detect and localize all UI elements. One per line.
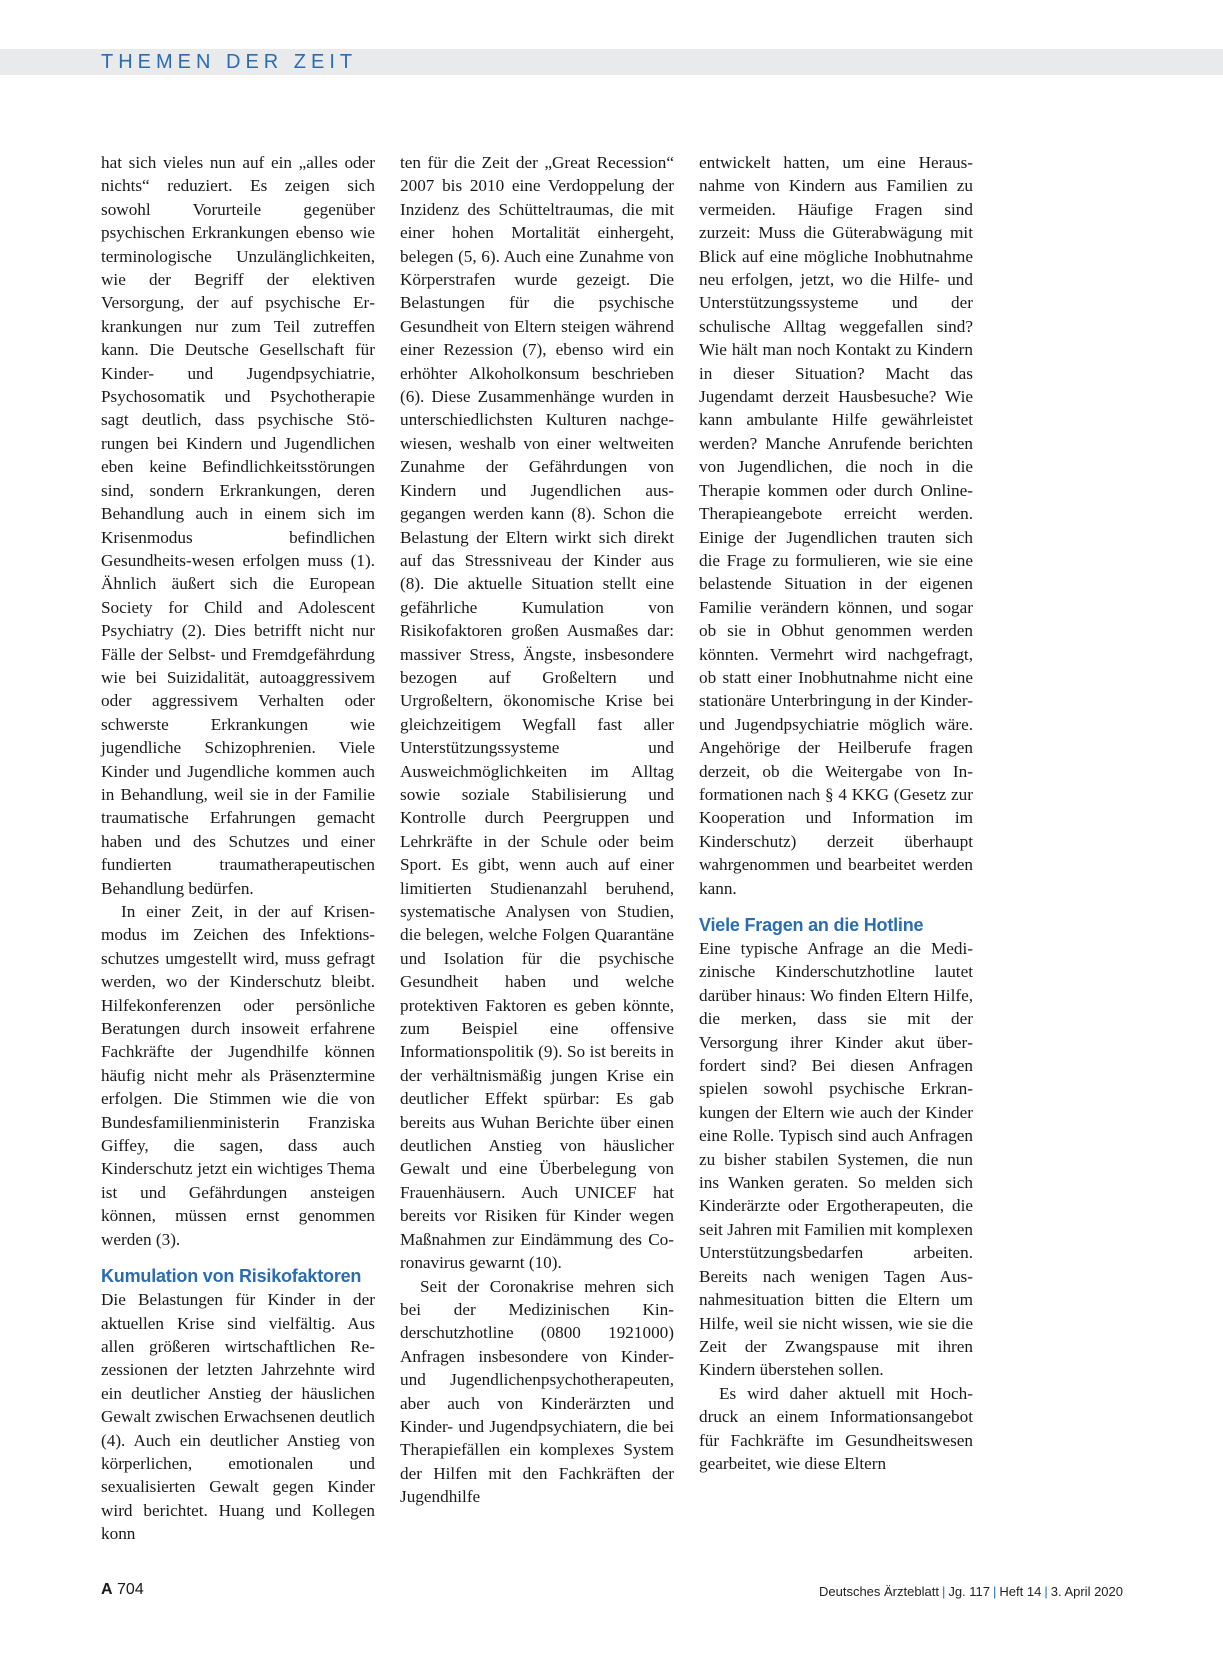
issue-date: 3. April 2020 (1050, 1584, 1123, 1599)
paragraph: In einer Zeit, in der auf Krisenmodus im Zeichen des Infektionsschutzes umgestellt wird, muss gefragt werden, wo der Kinderschutz bleibt. Hilfekonferenzen oder persönliche Beratungen durch insoweit erfahrene Fachkräfte der Jugendhilfe können häufig nicht mehr als Präsenztermine erfolgen. Die Stimmen wie die von Bundesfamilienministerin Franziska Giffey, die sagen, dass auch Kinderschutz jetzt ein wichtiges Thema ist und Gefährdungen ansteigen können, müssen ernst genommen werden (3). (101, 902, 375, 1249)
page-prefix: A (101, 1581, 113, 1598)
column-3 (699, 151, 973, 1475)
section-heading: Viele Fragen an die Hotline (699, 915, 924, 935)
column-2 (400, 151, 674, 1509)
column-1 (101, 151, 375, 1546)
separator: | (993, 1584, 997, 1599)
page-number (101, 1581, 144, 1599)
paragraph: entwickelt hatten, um eine Herausnahme von Kindern aus Familien zu vermeiden. Häufige Fragen sind zurzeit: Muss die Güterabwägung mit Blick auf eine mögliche Inobhutnahme neu erfolgen, jetzt, wo die Hilfe- und Unterstützungssysteme und der schulische Alltag weggefallen sind? Wie hält man noch Kontakt zu Kindern in dieser Situation? Macht das Jugendamt derzeit Hausbesuche? Wie kann ambulante Hilfe gewährleistet werden? Manche Anrufende berichten von Jugendlichen, die noch in die Therapie kommen oder durch Online-Therapieangebote erreicht werden. Einige der Jugendlichen trauten sich die Frage zu formulieren, wie sie eine belastende Situation in der eigenen Familie verändern können, und sogar ob sie in Obhut genommen werden könnten. Vermehrt wird nachgefragt, ob statt einer Inobhutnahme nicht eine stationäre Unterbringung in der Kinder- und Jugendpsychiatrie möglich wäre. Angehörige der Heilberufe fragen derzeit, ob die Weitergabe von Informationen nach § 4 KKG (Gesetz zur Kooperation und Information im Kinderschutz) derzeit überhaupt wahrgenommen und bearbeitet werden kann. (699, 153, 973, 898)
paragraph: Eine typische Anfrage an die Medizinische Kinderschutzhotline lautet darüber hinaus: Wo finden Eltern Hilfe, die merken, dass sie mit der Versorgung ihrer Kinder akut überfordert sind? Bei diesen Anfragen spielen sowohl psychische Erkrankungen der Eltern wie auch der Kinder eine Rolle. Typisch sind auch Anfragen zu bisher stabilen Systemen, die nun ins Wanken geraten. So melden sich Kinderärzte oder Ergotherapeuten, die seit Jahren mit Familien mit komplexen Unterstützungsbedarfen arbeiten. Bereits nach wenigen Tagen Ausnahmesituation bitten die Eltern um Hilfe, weil sie nicht wissen, wie sie die Zeit der Zwangspause mit ihren Kindern überstehen sollen. (699, 939, 973, 1380)
section-label: THEMEN DER ZEIT (101, 51, 358, 73)
paragraph: Die Belastungen für Kinder in der aktuellen Krise sind vielfältig. Aus allen größeren wirtschaftlichen Rezessionen der letzten Jahrzehnte wird ein deutlicher Anstieg der häuslichen Gewalt zwischen Erwachsenen deutlich (4). Auch ein deutlicher Anstieg von körperlichen, emotionalen und sexualisierten Gewalt gegen Kinder wird berichtet. Huang und Kollegen konn (101, 1290, 375, 1544)
journal-footer (819, 1584, 1123, 1599)
issue: Heft 14 (999, 1584, 1042, 1599)
volume: Jg. 117 (948, 1584, 991, 1599)
paragraph: Seit der Coronakrise mehren sich bei der Medizinischen Kinderschutzhotline (0800 1921000) Anfragen insbesondere von Kinder- und Jugendlichenpsychotherapeuten, aber auch von Kinderärzten und Kinder- und Jugendpsychiatern, die bei Therapiefällen ein komplexes System der Hilfen mit den Fachkräften der Jugendhilfe (400, 1276, 674, 1507)
separator: | (941, 1584, 946, 1599)
paragraph: Es wird daher aktuell mit Hochdruck an einem Informationsangebot für Fachkräfte im Gesundheitswesen gearbeitet, wie diese Eltern (699, 1383, 973, 1473)
page-number-value: 704 (117, 1581, 144, 1598)
journal-name: Deutsches Ärzteblatt (818, 1584, 939, 1599)
separator: | (1044, 1584, 1048, 1599)
paragraph: ten für die Zeit der „Great Recession“ 2007 bis 2010 eine Verdoppelung der Inzidenz des Schütteltraumas, die mit einer hohen Mortalität einhergeht, belegen (5, 6). Auch eine Zunahme von Körperstrafen wurde gezeigt. Die Belastungen für die psychische Gesundheit von Eltern steigen während einer Rezession (7), ebenso wird ein erhöhter Alkoholkonsum beschrieben (6). Diese Zusammenhänge wurden in unterschiedlichsten Kulturen nachgewiesen, weshalb von einer weltweiten Zunahme der Gefährdungen von Kindern und Jugendlichen ausgegangen werden kann (8). Schon die Belastung der Eltern wirkt sich direkt auf das Stressniveau der Kinder aus (8). Die aktuelle Situation stellt eine gefährliche Kumulation von Risikofaktoren großen Ausmaßes dar: massiver Stress, Ängste, insbesondere bezogen auf Großeltern und Urgroßeltern, ökonomische Krise bei gleichzeitigem Wegfall fast aller Unterstützungssysteme und Ausweichmöglichkeiten im Alltag sowie soziale Stabilisierung und Kontrolle durch Peergruppen und Lehrkräfte in der Schule oder beim Sport. Es gibt, wenn auch auf einer limitierten Studienanzahl beruhend, systematische Analysen von Studien, die belegen, welche Folgen Quarantäne und Isolation für die psychische Gesundheit haben und welche protektiven Faktoren es geben könnte, zum Beispiel eine offensive Informationspolitik (9). So ist bereits in der verhältnismäßig jungen Krise ein deutlicher Effekt spürbar: Es gab bereits aus Wuhan Berichte über einen deutlichen Anstieg von häuslicher Gewalt und eine Überbelegung von Frauenhäusern. Auch UNICEF hat bereits vor Risiken für Kinder wegen Maßnahmen zur Eindämmung des Coronavirus gewarnt (10). (400, 153, 674, 1273)
paragraph: hat sich vieles nun auf ein „alles oder nichts“ reduziert. Es zeigen sich sowohl Vorurteile gegenüber psychischen Erkrankungen ebenso wie terminologische Unzulänglichkeiten, wie der Begriff der elektiven Versorgung, der auf psychische Erkrankungen nur zum Teil zutreffen kann. Die Deutsche Gesellschaft für Kinder- und Jugendpsychiatrie, Psychosomatik und Psychotherapie sagt deutlich, dass psychische Störungen bei Kindern und Jugendlichen eben keine Befindlichkeitsstörungen sind, sondern Erkrankungen, deren Behandlung auch in einem sich im Krisenmodus befindlichen Gesundheits-wesen erfolgen muss (1). Ähnlich äußert sich die European Society for Child and Adolescent Psychiatry (2). Dies betrifft nicht nur Fälle der Selbst- und Fremdgefährdung wie bei Suizidalität, autoaggressivem oder aggressivem Verhalten oder schwerste Erkrankungen wie jugendliche Schizophrenien. Viele Kinder und Jugendliche kommen auch in Behandlung, weil sie in der Familie traumatische Erfahrungen gemacht haben und des Schutzes und einer fundierten traumatherapeutischen Behandlung bedürfen. (101, 153, 375, 898)
section-heading: Kumulation von Risikofaktoren (101, 1266, 362, 1287)
